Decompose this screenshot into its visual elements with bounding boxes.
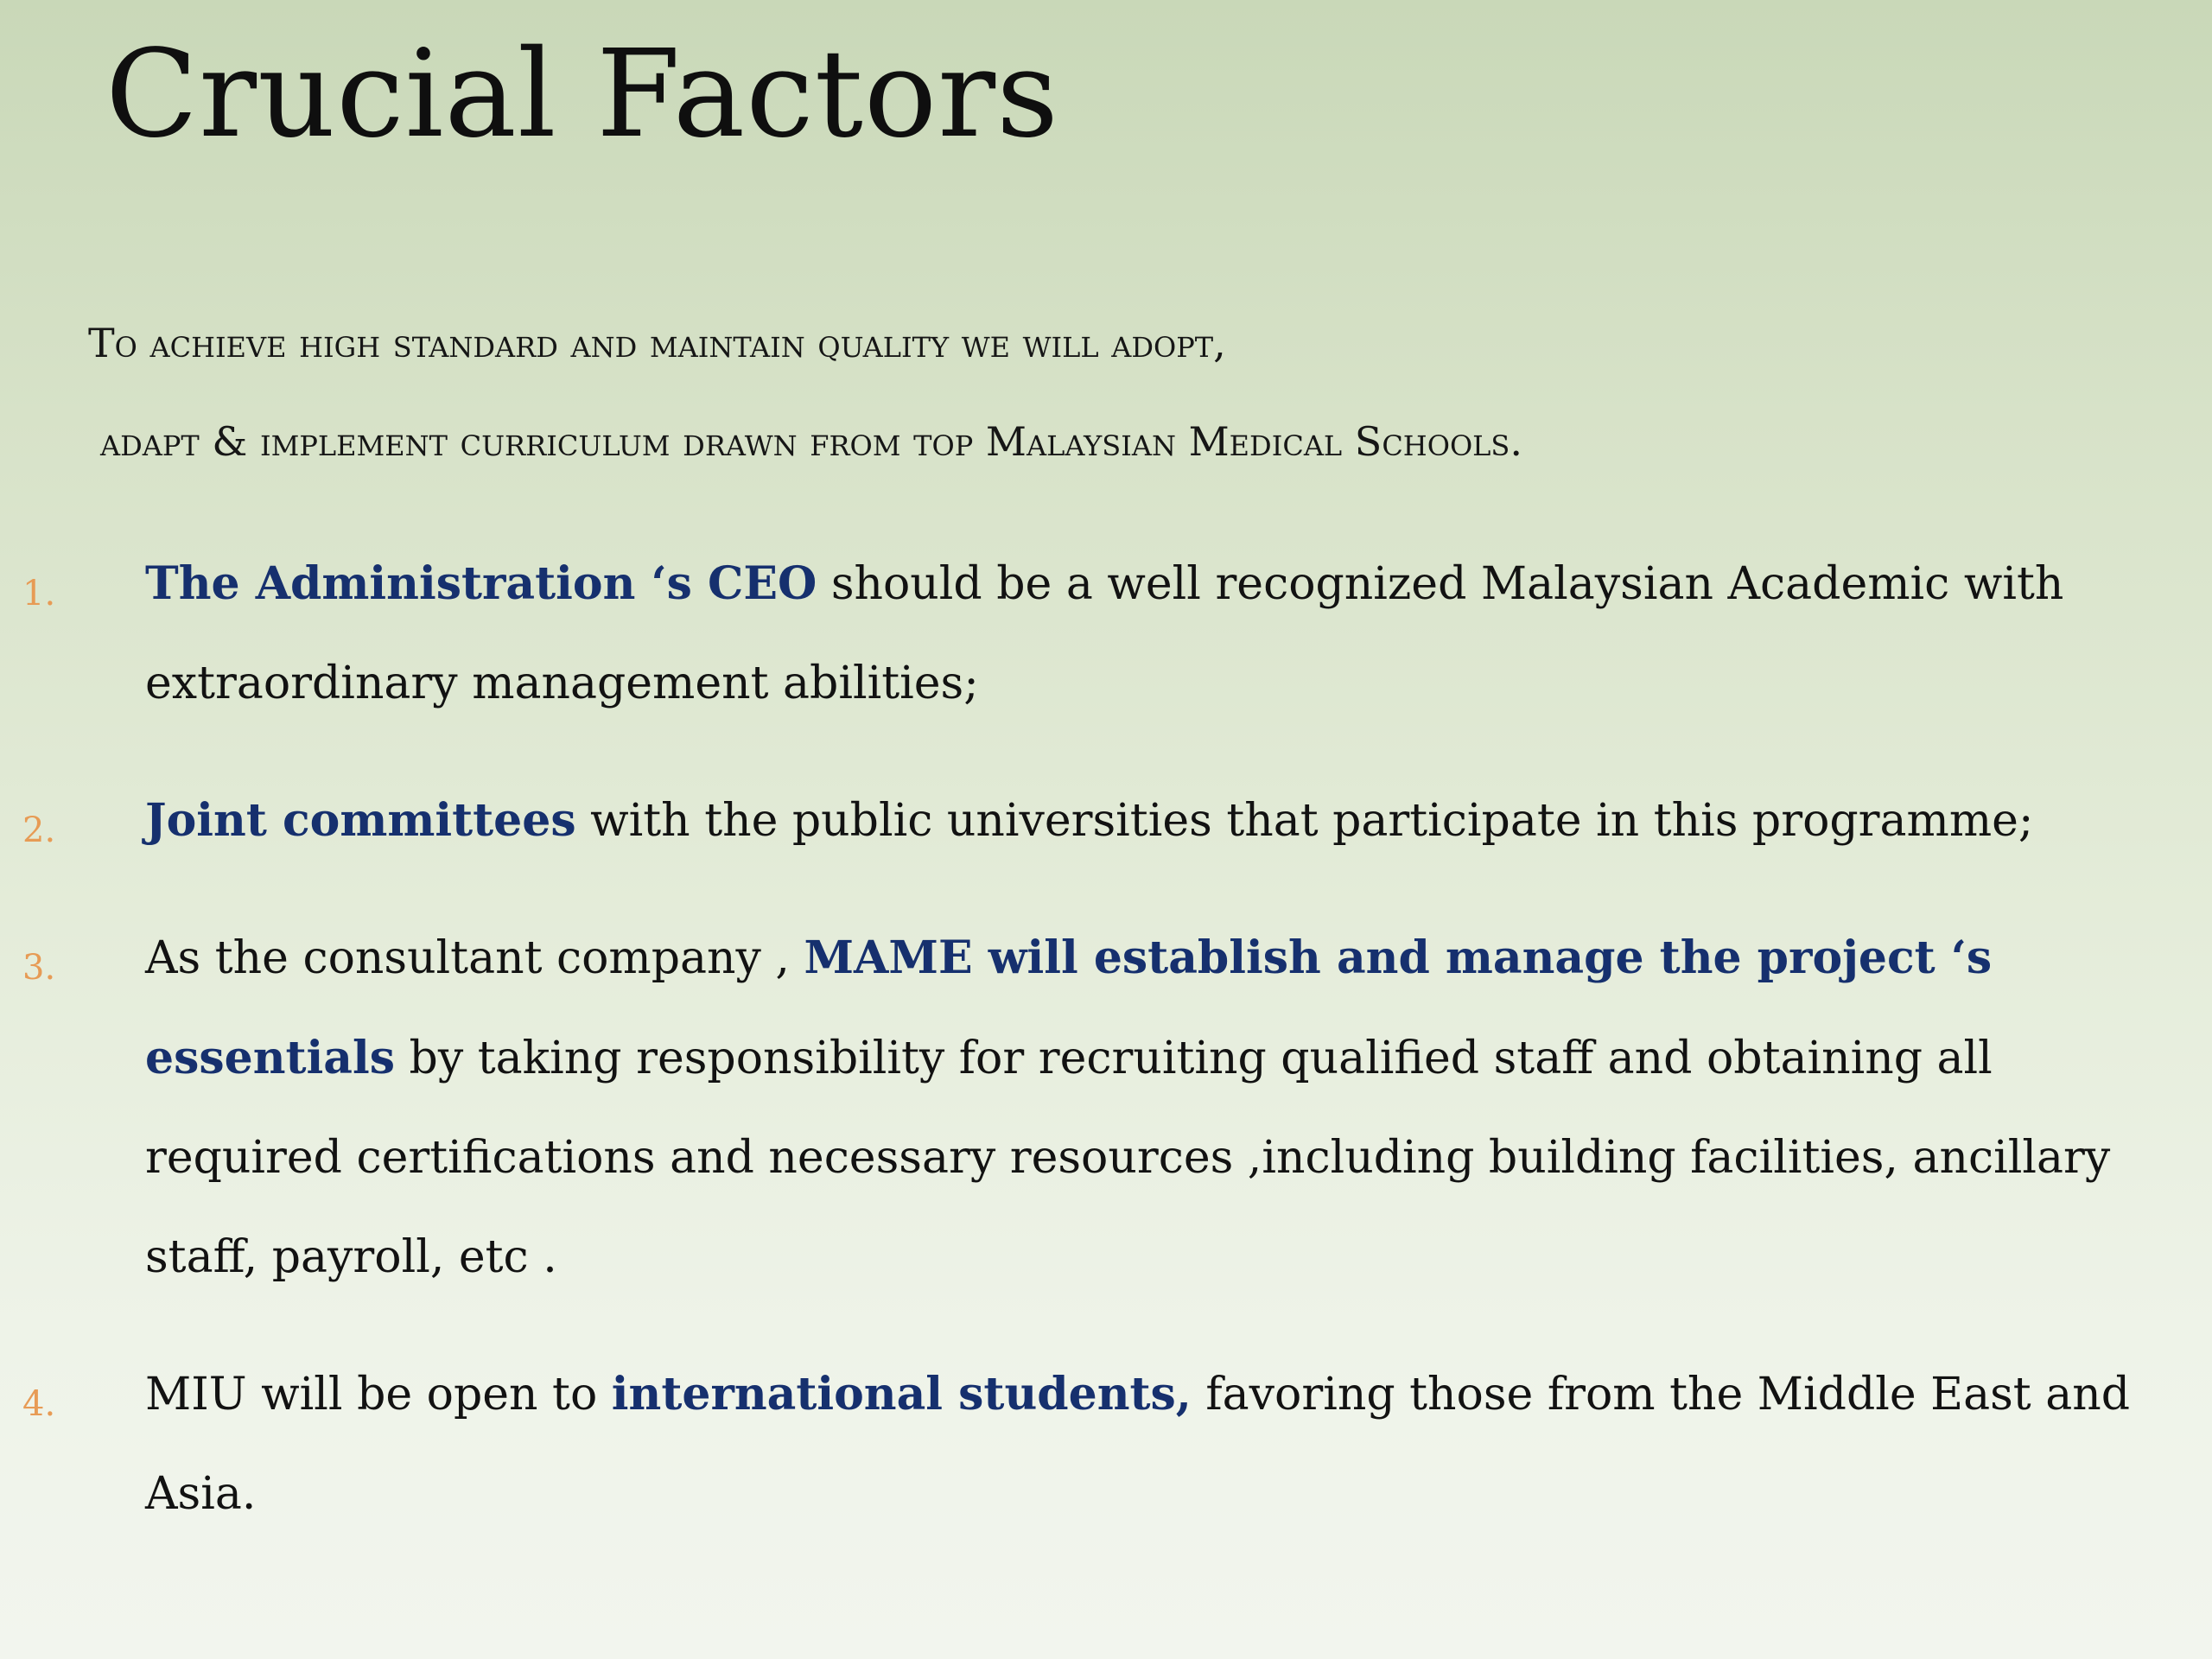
intro-line-1: To achieve high standard and maintain quality we will adopt, [88,320,1226,366]
body-text: favoring those from the Middle East and Asia. [145,1369,2131,1520]
intro-line-2: adapt & implement curriculum drawn from top Malaysian Medical Schools. [100,418,1522,465]
highlight-text: The Administration ‘s CEO [145,557,817,610]
body-text: MIU will be open to [145,1369,612,1421]
list-number: 3. [22,948,56,988]
list-number: 4. [22,1384,56,1424]
list-item [0,771,2212,871]
body-text: with the public universities that participate in this programme; [575,795,2034,847]
body-text: by taking responsibility for recruiting qualified staff and obtaining all required certifications and necessary resources ,including building facilities, ancillary staff, payroll, etc . [145,1033,2111,1283]
list-item [0,534,2212,734]
slide-title: Crucial Factors [105,24,1059,165]
list-item [0,1344,2212,1544]
body-text: As the consultant company , [145,932,804,984]
highlight-text: MAME will establish and manage the project ‘s essentials [145,931,1993,1084]
highlight-text: international students, [611,1368,1192,1421]
factors-list [0,534,2212,1581]
highlight-text: Joint committees [145,794,576,847]
body-text: should be a well recognized Malaysian Academic with extraordinary management abilities; [145,558,2064,709]
list-item [0,908,2212,1307]
intro-text [88,294,2145,491]
list-number: 2. [22,810,56,850]
list-number: 1. [22,574,56,613]
